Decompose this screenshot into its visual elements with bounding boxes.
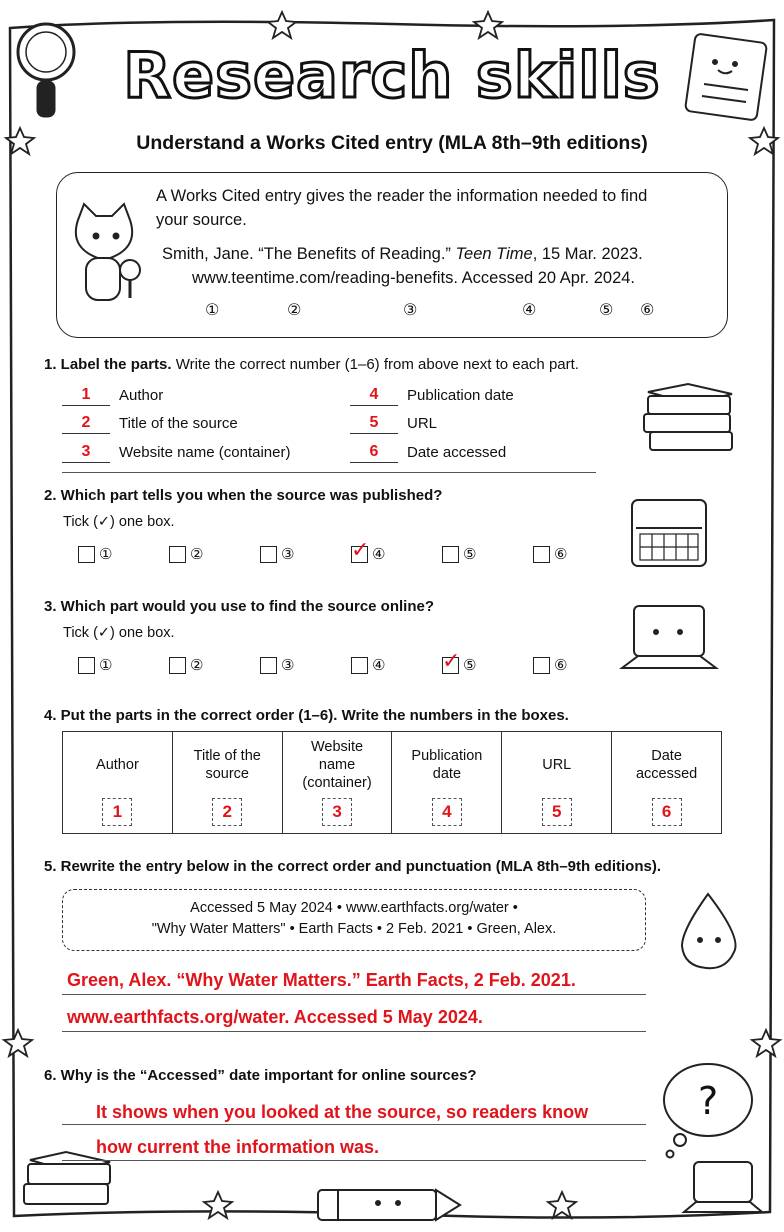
q1-label: Website name (container) <box>119 444 291 461</box>
order-cell <box>612 732 722 834</box>
order-header: Date accessed <box>635 748 698 782</box>
intro-text: A Works Cited entry gives the reader the information needed to find your source. <box>156 187 648 229</box>
q1-answer-blank[interactable]: 3 <box>62 442 110 463</box>
q1-answer-blank[interactable]: 2 <box>62 413 110 434</box>
checkbox[interactable] <box>351 657 368 674</box>
option-label: ④ <box>372 656 386 674</box>
citation-marker: ② <box>287 300 302 319</box>
order-header: Publication date <box>411 748 483 782</box>
q2-instruction: Tick (✓) one box. <box>63 514 175 530</box>
order-header: URL <box>542 757 572 773</box>
tick-option[interactable] <box>260 545 294 563</box>
checkbox[interactable] <box>169 546 186 563</box>
q1-answer-blank[interactable]: 5 <box>350 413 398 434</box>
citation-line-1: Smith, Jane. “The Benefits of Reading.” Teen Time, 15 Mar. 2023. <box>162 245 643 263</box>
page-subtitle: Understand a Works Cited entry (MLA 8th–9th editions) <box>136 132 648 154</box>
q3-instruction: Tick (✓) one box. <box>63 625 175 641</box>
q1-answer-blank[interactable]: 1 <box>62 385 110 406</box>
scrambled-line-1: Accessed 5 May 2024 • www.earthfacts.org/water • <box>190 900 518 916</box>
citation-marker: ③ <box>403 300 418 319</box>
checkmark-icon: ✓ <box>351 537 370 563</box>
checkbox[interactable] <box>169 657 186 674</box>
order-table <box>62 731 722 834</box>
option-label: ② <box>190 656 204 674</box>
option-label: ⑤ <box>463 545 477 563</box>
svg-text:?: ? <box>698 1079 719 1123</box>
option-label: ① <box>99 545 113 563</box>
answer-rule <box>62 1031 646 1032</box>
citation-marker: ⑥ <box>640 300 655 319</box>
tick-option[interactable] <box>351 656 385 674</box>
tick-option[interactable] <box>260 656 294 674</box>
tick-option[interactable] <box>169 656 203 674</box>
checkbox[interactable] <box>533 546 550 563</box>
tick-option[interactable] <box>533 545 567 563</box>
checkbox[interactable] <box>260 657 277 674</box>
scrambled-line-2: "Why Water Matters" • Earth Facts • 2 Feb. 2021 • Green, Alex. <box>151 921 557 937</box>
laptop-icon <box>622 606 716 668</box>
q6-answer-line-1[interactable]: It shows when you looked at the source, so readers know <box>96 1102 589 1122</box>
star-icon <box>548 1192 576 1218</box>
star-icon <box>4 1030 32 1056</box>
tick-option[interactable] <box>533 656 567 674</box>
option-label: ⑥ <box>554 656 568 674</box>
citation-marker: ① <box>205 300 220 319</box>
order-answer-box[interactable]: 4 <box>432 798 462 826</box>
q1-label: Date accessed <box>407 444 507 461</box>
question-3: 3. Which part would you use to find the source online? <box>44 598 435 615</box>
citation-marker: ④ <box>522 300 537 319</box>
question-bubble-icon <box>664 1064 752 1158</box>
order-cell <box>502 732 612 834</box>
tick-option[interactable] <box>351 537 386 563</box>
tick-option[interactable] <box>78 545 112 563</box>
checkbox[interactable] <box>533 657 550 674</box>
q1-label: URL <box>407 415 438 432</box>
q5-answer-line-1[interactable]: Green, Alex. “Why Water Matters.” Earth Facts, 2 Feb. 2021. <box>67 970 576 990</box>
order-header: Website name (container) <box>302 739 372 791</box>
pencil-icon <box>318 1190 460 1220</box>
order-answer-box[interactable]: 2 <box>212 798 242 826</box>
option-label: ② <box>190 545 204 563</box>
books-icon <box>644 384 732 450</box>
question-5: 5. Rewrite the entry below in the correct order and punctuation (MLA 8th–9th editions). <box>44 858 662 875</box>
tick-option[interactable] <box>78 656 112 674</box>
checkbox[interactable] <box>78 546 95 563</box>
q1-label: Author <box>119 387 164 404</box>
scrambled-entry-box <box>62 889 646 951</box>
checkbox[interactable] <box>78 657 95 674</box>
order-answer-box[interactable]: 3 <box>322 798 352 826</box>
question-4: 4. Put the parts in the correct order (1–6). Write the numbers in the boxes. <box>44 707 569 724</box>
order-cell <box>63 732 173 834</box>
option-label: ⑥ <box>554 545 568 563</box>
checkbox[interactable] <box>442 546 459 563</box>
water-drop-icon <box>682 894 736 968</box>
order-cell <box>392 732 502 834</box>
citation-marker: ⑤ <box>599 300 614 319</box>
citation-line-2: www.teentime.com/reading-benefits. Accessed 20 Apr. 2024. <box>192 269 636 287</box>
checkmark-icon: ✓ <box>442 648 461 674</box>
bottom-laptop-icon <box>684 1162 762 1212</box>
q5-answer-line-2[interactable]: www.earthfacts.org/water. Accessed 5 May 2024. <box>67 1007 483 1027</box>
answer-rule <box>62 994 646 995</box>
question-1: 1. Label the parts. Write the correct number (1–6) from above next to each part. <box>44 356 579 373</box>
checkbox[interactable] <box>260 546 277 563</box>
order-answer-box[interactable]: 1 <box>102 798 132 826</box>
option-label: ④ <box>372 545 386 563</box>
citation-container: Teen Time <box>455 245 533 263</box>
divider <box>62 472 596 473</box>
star-icon <box>204 1192 232 1218</box>
q1-label: Publication date <box>407 387 514 404</box>
q1-label: Title of the source <box>119 415 238 432</box>
option-label: ① <box>99 656 113 674</box>
q1-answer-blank[interactable]: 4 <box>350 385 398 406</box>
star-icon <box>752 1030 780 1056</box>
order-answer-box[interactable]: 6 <box>652 798 682 826</box>
tick-option[interactable] <box>169 545 203 563</box>
tick-option[interactable] <box>442 545 476 563</box>
star-icon <box>474 12 502 38</box>
star-icon <box>268 12 296 38</box>
calendar-icon <box>632 500 706 566</box>
option-label: ③ <box>281 545 295 563</box>
q6-answer-line-2[interactable]: how current the information was. <box>96 1137 380 1157</box>
question-2: 2. Which part tells you when the source was published? <box>44 487 443 504</box>
tick-option[interactable] <box>442 648 477 674</box>
option-label: ⑤ <box>463 656 477 674</box>
question-6: 6. Why is the “Accessed” date important for online sources? <box>44 1067 477 1084</box>
option-label: ③ <box>281 656 295 674</box>
answer-rule <box>62 1124 646 1125</box>
order-header: Author <box>96 757 139 773</box>
order-cell <box>282 732 392 834</box>
order-header: Title of the source <box>193 748 261 782</box>
answer-rule <box>62 1160 646 1161</box>
order-cell <box>172 732 282 834</box>
q1-answer-blank[interactable]: 6 <box>350 442 398 463</box>
checkbox[interactable] <box>442 648 461 674</box>
checkbox[interactable] <box>351 537 370 563</box>
order-answer-box[interactable]: 5 <box>542 798 572 826</box>
page-title: Research skills <box>123 39 661 112</box>
